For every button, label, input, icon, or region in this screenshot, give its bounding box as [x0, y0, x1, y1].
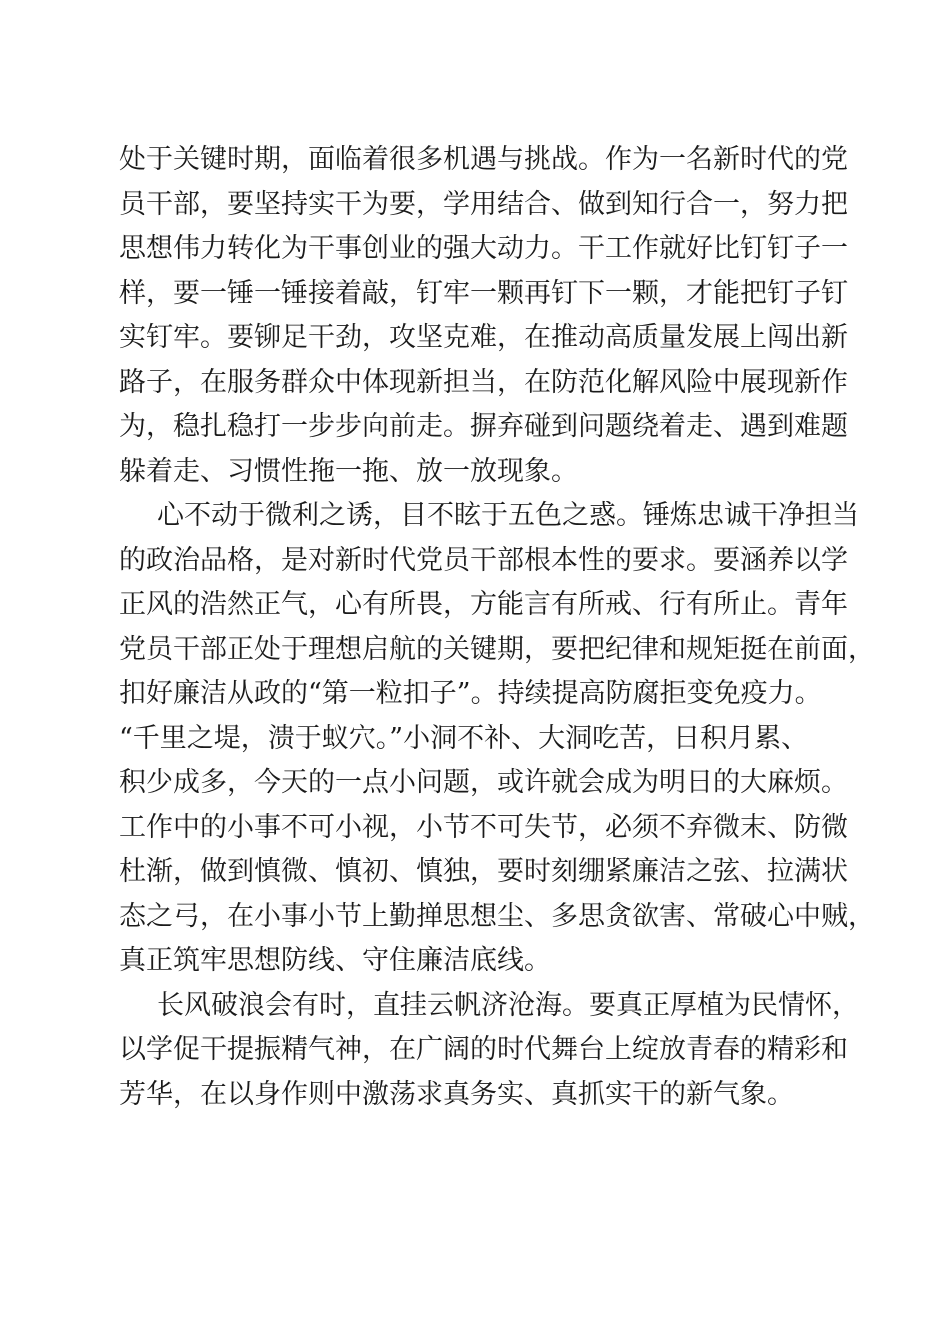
text-line: “千里之堤，溃于蚁穴。”小洞不补、大洞吃苦，日积月累、: [119, 722, 809, 754]
text-line: 员干部，要坚持实干为要，学用结合、做到知行合一，努力把: [119, 188, 848, 220]
text-line: 样，要一锤一锤接着敲，钉牢一颗再钉下一颗，才能把钉子钉: [119, 277, 848, 309]
text-line: 工作中的小事不可小视，小节不可失节，必须不弃微末、防微: [119, 811, 848, 843]
text-line: 真正筑牢思想防线、守住廉洁底线。: [119, 945, 551, 976]
text-line: 党员干部正处于理想启航的关键期，要把纪律和规矩挺在前面，: [119, 633, 875, 665]
text-line: 杜渐，做到慎微、慎初、慎独，要时刻绷紧廉洁之弦、拉满状: [119, 856, 848, 887]
text-line: 的政治品格，是对新时代党员干部根本性的要求。要涵养以学: [119, 544, 848, 576]
paragraph-1: [119, 138, 848, 494]
text-line: 长风破浪会有时，直挂云帆济沧海。要真正厚植为民情怀，: [157, 989, 859, 1021]
text-line: 正风的浩然正气，心有所畏，方能言有所戒、行有所止。青年: [119, 589, 848, 620]
text-line: 以学促干提振精气神，在广阔的时代舞台上绽放青春的精彩和: [119, 1034, 848, 1065]
text-line: 心不动于微利之诱，目不眩于五色之惑。锤炼忠诚干净担当: [157, 500, 859, 531]
text-line: 思想伟力转化为干事创业的强大动力。干工作就好比钉钉子一: [119, 233, 848, 264]
paragraph-3: [119, 984, 859, 1118]
text-line: 芳华，在以身作则中激荡求真务实、真抓实干的新气象。: [119, 1078, 794, 1110]
text-line: 为，稳扎稳打一步步向前走。摒弃碰到问题绕着走、遇到难题: [119, 411, 848, 442]
text-line: 积少成多，今天的一点小问题，或许就会成为明日的大麻烦。: [119, 767, 848, 798]
text-line: 路子，在服务群众中体现新担当，在防范化解风险中展现新作: [119, 366, 848, 398]
text-line: 扣好廉洁从政的“第一粒扣子”。持续提高防腐拒变免疫力。: [119, 678, 822, 709]
text-line: 态之弓，在小事小节上勤掸思想尘、多思贪欲害、常破心中贼，: [119, 900, 875, 932]
text-line: 处于关键时期，面临着很多机遇与挑战。作为一名新时代的党: [119, 144, 848, 175]
text-line: 实钉牢。要铆足干劲，攻坚克难，在推动高质量发展上闯出新: [119, 322, 848, 353]
document-body: [119, 138, 875, 1117]
text-line: 躲着走、习惯性拖一拖、放一放现象。: [119, 455, 578, 487]
paragraph-2: [119, 494, 875, 984]
